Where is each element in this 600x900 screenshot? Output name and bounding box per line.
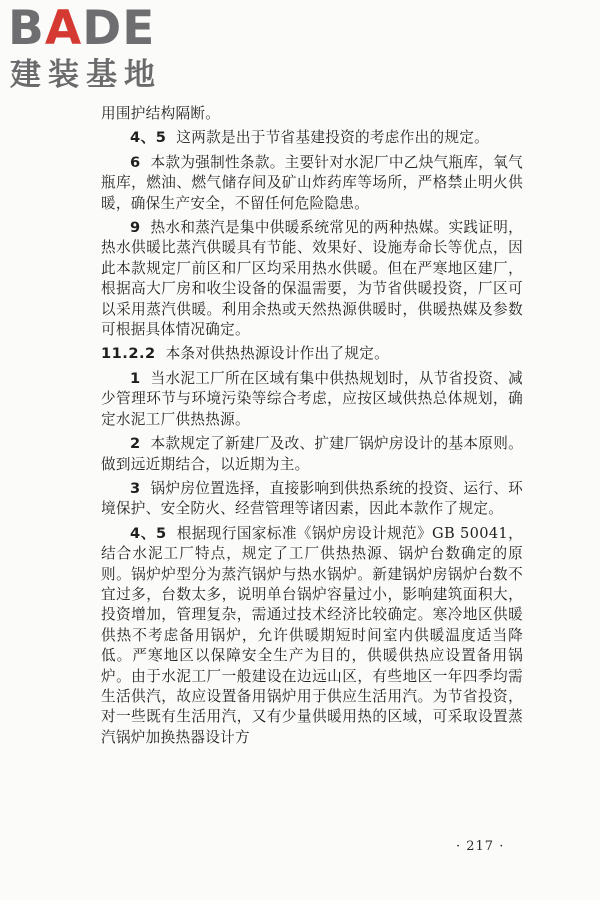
paragraph xyxy=(101,218,523,340)
paragraph-text: 锅炉房位置选择，直接影响到供热系统的投资、运行、环境保护、安全防火、经营管理等诸因素，因此本款作了规定。 xyxy=(101,479,523,518)
item-number: 3 xyxy=(130,479,141,497)
item-number: 4、5 xyxy=(130,524,167,542)
paragraph-text: 本条对供热热源设计作出了规定。 xyxy=(165,345,390,363)
logo-letter-b: B xyxy=(8,1,45,56)
item-number: 9 xyxy=(130,219,141,237)
page-number: · 217 · xyxy=(456,839,505,854)
paragraph-text: 当水泥工厂所在区域有集中供热规划时，从节省投资、减少管理环节与环境污染等综合考虑，应按区域供热总体规划，确定水泥工厂供热热源。 xyxy=(101,369,523,428)
body-text xyxy=(101,104,523,752)
paragraph-text: 本款规定了新建厂及改、扩建厂锅炉房设计的基本原则。做到远近期结合，以近期为主。 xyxy=(101,435,523,473)
paragraph-text: 本款为强制性条款。主要针对水泥厂中乙炔气瓶库，氧气瓶库，燃油、燃气储存间及矿山炸药库等场所，严格禁止明火供暖，确保生产安全，不留任何危险隐患。 xyxy=(101,153,523,212)
paragraph-text: 这两款是出于节省基建投资的考虑作出的规定。 xyxy=(176,129,490,147)
section-number: 11.2.2 xyxy=(101,345,156,363)
section-paragraph xyxy=(101,344,523,364)
paragraph-text: 根据现行国家标准《锅炉房设计规范》GB 50041，结合水泥工厂特点，规定了工厂供热热源、锅炉台数确定的原则。锅炉炉型分为蒸汽锅炉与热水锅炉。新建锅炉房锅炉台数不宜过多，台数太多，说明单台锅炉容量过小，影响建筑面积大，投资增加，管理复杂，需通过技术经济比较确定。寒冷地区供暖供热不考虑备用锅炉，允许供暖期短时间室内供暖温度适当降低。严寒地区以保障安全生产为目的，供暖供热应设置备用锅炉。由于水泥工厂一般建设在边远山区，有些地区一年四季均需生活供汽，故应设置备用锅炉用于供应生活用汽。为节省投资，对一些既有生活用汽，又有少量供暖用热的区域，可采取设置蒸汽锅炉加换热器设计方 xyxy=(101,524,524,746)
paragraph xyxy=(101,479,523,520)
logo-letters-de: DE xyxy=(82,1,156,56)
logo-letter-a: A xyxy=(44,1,83,56)
paragraph xyxy=(101,104,523,124)
paragraph xyxy=(101,369,523,430)
paragraph xyxy=(101,524,523,748)
paragraph-text: 用围护结构隔断。 xyxy=(101,105,221,122)
paragraph xyxy=(101,434,523,475)
item-number: 4、5 xyxy=(130,129,167,147)
item-number: 2 xyxy=(130,435,141,453)
item-number: 6 xyxy=(130,153,141,171)
logo-wordmark xyxy=(8,1,156,56)
paragraph-text: 热水和蒸汽是集中供暖系统常见的两种热媒。实践证明，热水供暖比蒸汽供暖具有节能、效果好、设施寿命长等优点，因此本款规定厂前区和厂区均采用热水供暖。但在严寒地区建厂，根据高大厂房和收尘设备的保温需要，为节省供暖投资，厂区可以采用蒸汽供暖。利用余热或天然热源供暖时，供暖热媒及参数可根据具体情况确定。 xyxy=(101,219,523,339)
paragraph xyxy=(101,153,523,214)
bade-logo xyxy=(8,1,178,98)
logo-chinese-name: 建装基地 xyxy=(10,57,162,93)
paragraph xyxy=(101,128,523,148)
item-number: 1 xyxy=(130,369,141,387)
